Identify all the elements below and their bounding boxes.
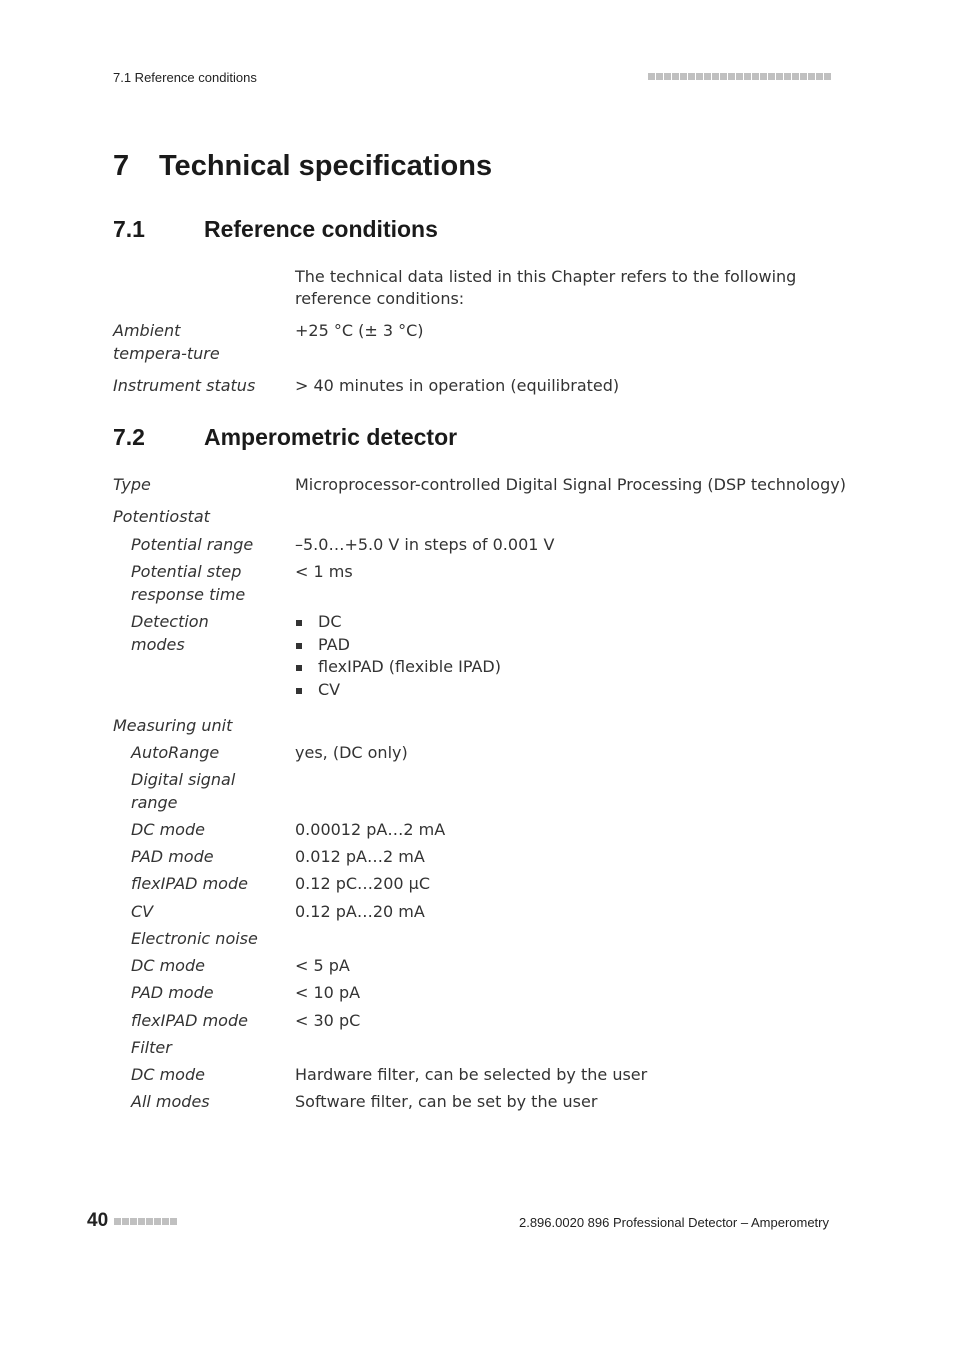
value-filter-dc-mode: Hardware filter, can be selected by the user <box>295 1065 648 1084</box>
label-ambient-temperature: Ambient tempera-ture <box>113 321 220 363</box>
label-potentiostat: Potentiostat <box>113 507 210 526</box>
list-item: PAD <box>295 634 501 657</box>
value-dsr-pad-mode: 0.012 pA…2 mA <box>295 847 425 866</box>
list-item: DC <box>295 611 501 634</box>
label-filter-all-modes: All modes <box>131 1092 210 1111</box>
running-header: 7.1 Reference conditions <box>113 70 257 85</box>
label-potential-range: Potential range <box>131 535 254 554</box>
list-item: flexIPAD (flexible IPAD) <box>295 656 501 679</box>
section-number: 7.2 <box>113 424 145 450</box>
label-instrument-status: Instrument status <box>113 376 256 395</box>
header-decoration <box>648 73 831 80</box>
value-dsr-dc-mode: 0.00012 pA…2 mA <box>295 820 446 839</box>
footer-document-title: 2.896.0020 896 Professional Detector – Amperometry <box>518 1215 829 1230</box>
label-filter: Filter <box>131 1038 172 1057</box>
label-digital-signal-range: Digital signal range <box>131 770 236 812</box>
label-measuring-unit: Measuring unit <box>113 716 233 735</box>
value-potential-step-response: < 1 ms <box>295 562 353 581</box>
section-title-detector <box>113 424 457 451</box>
list-item: CV <box>295 679 501 702</box>
label-noise-flexipad-mode: flexIPAD mode <box>131 1011 248 1030</box>
value-filter-all-modes: Software filter, can be set by the user <box>295 1092 598 1111</box>
value-noise-dc-mode: < 5 pA <box>295 956 350 975</box>
value-type: Microprocessor-controlled Digital Signal Processing (DSP technology) <box>295 475 846 494</box>
reference-intro: The technical data listed in this Chapter refers to the following reference conditions: <box>295 267 797 308</box>
value-ambient-temperature: +25 °C (± 3 °C) <box>295 321 424 340</box>
label-potential-step-response: Potential step response time <box>131 562 246 604</box>
label-dsr-pad-mode: PAD mode <box>131 847 214 866</box>
footer-decoration <box>114 1218 177 1225</box>
section-title-reference <box>113 216 438 243</box>
value-noise-flexipad-mode: < 30 pC <box>295 1011 361 1030</box>
label-dsr-dc-mode: DC mode <box>131 820 205 839</box>
value-autorange: yes, (DC only) <box>295 743 408 762</box>
label-noise-dc-mode: DC mode <box>131 956 205 975</box>
detection-modes-list <box>295 611 501 701</box>
label-detection-modes: Detection modes <box>131 612 209 654</box>
label-electronic-noise: Electronic noise <box>131 929 258 948</box>
chapter-title-text: Technical specifications <box>159 150 493 182</box>
label-filter-dc-mode: DC mode <box>131 1065 205 1084</box>
value-instrument-status: > 40 minutes in operation (equilibrated) <box>295 376 620 395</box>
label-autorange: AutoRange <box>131 743 220 762</box>
value-dsr-flexipad-mode: 0.12 pC…200 µC <box>295 874 431 893</box>
label-dsr-flexipad-mode: flexIPAD mode <box>131 874 248 893</box>
value-potential-range: –5.0…+5.0 V in steps of 0.001 V <box>295 535 555 554</box>
section-number: 7.1 <box>113 216 145 242</box>
label-noise-pad-mode: PAD mode <box>131 983 214 1002</box>
value-noise-pad-mode: < 10 pA <box>295 983 361 1002</box>
section-title-text: Reference conditions <box>204 216 438 242</box>
value-dsr-cv: 0.12 pA…20 mA <box>295 902 425 921</box>
chapter-title <box>113 150 492 183</box>
label-type: Type <box>113 475 151 494</box>
page-number: 40 <box>87 1210 109 1231</box>
label-dsr-cv: CV <box>131 902 154 921</box>
chapter-number: 7 <box>113 150 130 182</box>
section-title-text: Amperometric detector <box>204 424 458 450</box>
